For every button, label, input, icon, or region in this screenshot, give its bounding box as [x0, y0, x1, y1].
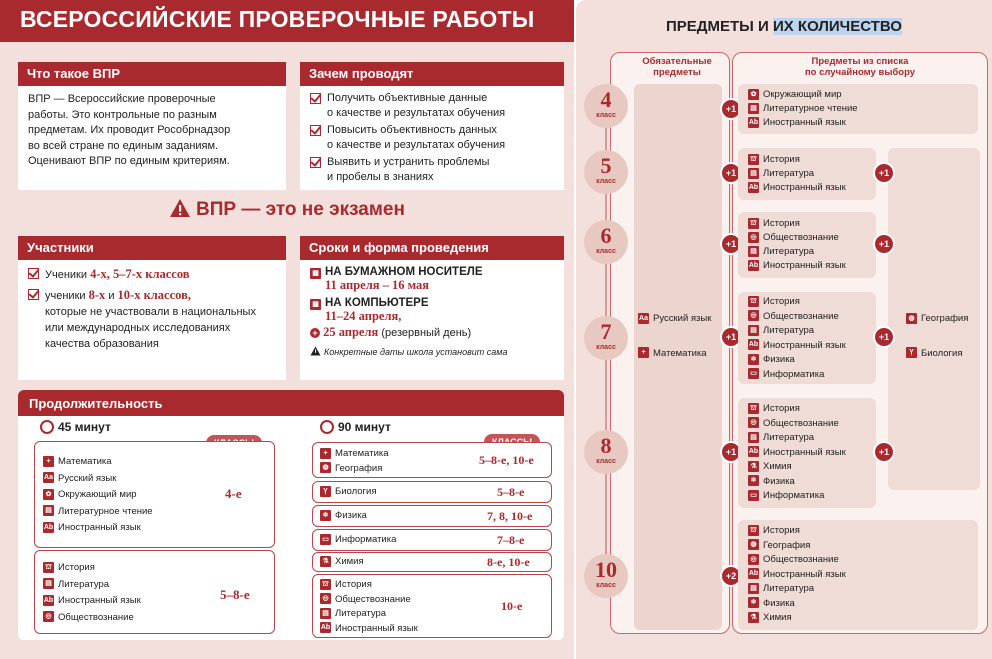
subject-name: Иностранный язык — [763, 568, 846, 580]
society-icon: ◎ — [748, 232, 759, 243]
physics-icon: ⚛ — [320, 510, 331, 521]
grade-number: 6 — [600, 223, 612, 248]
subject-name: Информатика — [763, 490, 825, 501]
subject-item — [748, 524, 846, 539]
pc-label: НА КОМПЬЮТЕРЕ — [325, 297, 429, 309]
subject-name: Физика — [763, 475, 795, 487]
row-grades: 7, 8, 10-е — [487, 509, 533, 523]
foreign-language-icon: Ab — [748, 183, 759, 191]
why-heading: Зачем проводят — [300, 62, 564, 86]
participants-prefix: Ученики — [45, 269, 88, 281]
subject-name: Обществознание — [763, 310, 839, 322]
calendar-icon: ▦ — [310, 299, 321, 310]
foreign-language-icon: Ab — [748, 448, 759, 456]
physics-icon: ⚛ — [748, 354, 759, 365]
subject-name: Химия — [763, 612, 792, 623]
subject-item — [43, 472, 153, 487]
participants-text: качества образования — [45, 338, 159, 350]
subject-name: Биология — [335, 486, 377, 497]
foreign-language-icon: Ab — [748, 341, 759, 349]
optional-header-a: Предметы из списка — [811, 56, 909, 67]
geography-icon: ◍ — [748, 539, 759, 550]
subject-item — [748, 102, 858, 116]
right-time — [320, 420, 391, 434]
subject-item — [748, 597, 846, 612]
paper-label: НА БУМАЖНОМ НОСИТЕЛЕ — [325, 266, 483, 278]
calendar-icon: ▦ — [310, 268, 321, 279]
checkbox-icon — [28, 268, 39, 279]
society-icon: ◎ — [748, 417, 759, 428]
reserve-note: (резервный день) — [381, 327, 472, 339]
plus-badge: +1 — [873, 233, 895, 255]
left-time-label: 45 минут — [58, 420, 111, 434]
left-group-1 — [34, 441, 275, 548]
right-title-b: ИХ КОЛИЧЕСТВО — [772, 18, 902, 35]
not-exam-banner — [0, 198, 574, 228]
subject-item — [43, 488, 153, 503]
subject-item — [43, 594, 141, 609]
plus-badge: +1 — [720, 326, 742, 348]
row-grades: 8-е, 10-е — [487, 555, 530, 569]
what-line: во всей стране по единым заданиям. — [28, 139, 219, 152]
what-line: предметам. Их проводит Рособрнадзор — [28, 124, 231, 136]
optional-header — [760, 56, 960, 78]
subject-name: Обществознание — [763, 554, 839, 565]
subject-item — [43, 561, 141, 576]
book-icon: ▤ — [748, 583, 759, 594]
subject-name: Химия — [763, 461, 792, 472]
subject-item — [906, 347, 968, 362]
warning-icon — [169, 198, 191, 218]
subject-item — [748, 489, 846, 504]
subject-name: Окружающий мир — [58, 489, 137, 500]
plus-badge: +1 — [873, 326, 895, 348]
what-heading: Что такое ВПР — [18, 62, 286, 86]
subject-item — [748, 339, 846, 354]
why-item — [310, 123, 554, 153]
why-text: о качестве и результатах обучения — [327, 139, 506, 151]
schedule-panel — [300, 236, 564, 380]
paper-dates: 11 апреля – 16 мая — [325, 278, 430, 292]
plus-badge: +1 — [720, 98, 742, 120]
subject-item — [43, 611, 141, 626]
why-item — [310, 91, 554, 121]
history-icon: ⛫ — [320, 579, 331, 590]
checkbox-icon — [310, 157, 321, 168]
subject-name: География — [335, 462, 383, 474]
subject-item — [748, 446, 846, 461]
society-icon: ◎ — [748, 554, 759, 565]
subject-name: История — [763, 403, 800, 414]
foreign-language-icon: Ab — [43, 523, 54, 531]
subject-item — [320, 578, 418, 593]
schedule-heading: Сроки и форма проведения — [300, 236, 564, 260]
subject-name: Литературное чтение — [763, 103, 858, 114]
pc-dates: 11–24 апреля, — [325, 309, 402, 323]
right-row-5 — [312, 552, 552, 572]
row-grades: 5–8-е — [497, 485, 525, 499]
subject-item — [748, 402, 846, 417]
subject-item — [748, 475, 846, 490]
history-icon: ⛫ — [748, 403, 759, 414]
what-line: ВПР — Всероссийские проверочные — [28, 93, 216, 105]
subject-name: Математика — [335, 448, 389, 459]
subject-item — [748, 116, 858, 130]
subject-item — [638, 312, 711, 327]
informatics-icon: ▭ — [748, 368, 759, 379]
grade-5-subjects — [738, 148, 876, 200]
history-icon: ⛫ — [43, 562, 54, 573]
subject-item — [320, 622, 418, 637]
chemistry-icon: ⚗ — [320, 556, 331, 567]
what-line: работы. Это контрольные по разным — [28, 108, 217, 121]
subject-item — [748, 231, 846, 245]
optional-header-b: по случайному выбору — [804, 67, 916, 78]
subject-name: Русский язык — [58, 472, 117, 484]
book-icon: ▤ — [748, 168, 759, 179]
subject-name: География — [921, 313, 969, 324]
subject-item — [43, 521, 153, 536]
book-icon: ▤ — [748, 325, 759, 336]
right-title — [576, 18, 992, 35]
subject-name: Обществознание — [763, 232, 839, 243]
subject-name: Литература — [763, 168, 815, 179]
participants-text: которые не участвовали в национальных — [45, 306, 256, 318]
subject-name: История — [763, 296, 800, 307]
subject-item — [320, 593, 418, 608]
russian-language-icon: Аа — [43, 474, 54, 482]
subject-item — [320, 462, 389, 477]
grade-word: класс — [596, 582, 616, 589]
grade-circle-5 — [584, 150, 628, 194]
subject-item — [43, 578, 141, 593]
subject-name: История — [58, 562, 95, 573]
society-icon: ◎ — [43, 611, 54, 622]
foreign-language-icon: Ab — [320, 624, 331, 632]
plus-badge: +1 — [873, 441, 895, 463]
left-time — [40, 420, 111, 434]
why-item — [310, 155, 554, 185]
subject-item — [748, 431, 846, 446]
grade-4-subjects — [738, 84, 978, 134]
subject-name: Иностранный язык — [58, 522, 141, 533]
participants-text: или международных исследованиях — [45, 322, 231, 334]
book-icon: ▤ — [43, 578, 54, 589]
subject-name: История — [763, 154, 800, 165]
grade-10-subjects — [738, 520, 978, 630]
world-icon: ✿ — [748, 89, 759, 100]
subject-item — [748, 259, 846, 273]
society-icon: ◎ — [320, 593, 331, 604]
participants-grades: 4-х, 5–7-х классов — [90, 267, 190, 281]
participants-grades: 8-х — [88, 288, 106, 302]
subject-name: Обществознание — [335, 593, 411, 605]
right-row-3 — [312, 505, 552, 527]
grade-number: 4 — [600, 87, 612, 112]
subject-name: Литература — [763, 325, 815, 336]
subject-item — [748, 181, 846, 195]
group-grades: 4-е — [225, 486, 242, 501]
math-icon: + — [43, 456, 54, 467]
subject-item — [906, 312, 968, 327]
math-icon: + — [638, 347, 649, 358]
grade-number: 7 — [600, 319, 612, 344]
subject-name: Математика — [58, 456, 112, 467]
not-exam-text: ВПР — это не экзамен — [196, 199, 405, 220]
participants-heading: Участники — [18, 236, 286, 260]
extra-list — [906, 312, 968, 361]
subject-name: Русский язык — [653, 313, 712, 324]
grade-word: класс — [596, 458, 616, 465]
chemistry-icon: ⚗ — [748, 612, 759, 623]
book-icon: ▤ — [748, 246, 759, 257]
what-panel — [18, 62, 286, 190]
grade-7-subjects — [738, 292, 876, 384]
subject-item — [748, 460, 846, 475]
grade-circle-6 — [584, 220, 628, 264]
why-panel — [300, 62, 564, 190]
participants-item-2 — [28, 287, 276, 352]
subject-name: История — [335, 579, 372, 590]
subject-item — [748, 553, 846, 568]
plus-badge: +2 — [720, 565, 742, 587]
why-text: о качестве и результатах обучения — [327, 107, 506, 119]
row-grades: 7–8-е — [497, 533, 525, 547]
subject-name: Иностранный язык — [763, 182, 846, 193]
clock-icon — [40, 420, 54, 434]
subject-name: Обществознание — [763, 417, 839, 429]
grade-number: 10 — [595, 557, 617, 582]
foreign-language-icon: Ab — [748, 570, 759, 578]
grade-8-subjects — [738, 398, 876, 508]
subject-item — [748, 310, 846, 325]
plus-badge: +1 — [720, 441, 742, 463]
checkbox-icon — [28, 289, 39, 300]
right-title-a: ПРЕДМЕТЫ И — [666, 18, 773, 35]
history-icon: ⛫ — [748, 296, 759, 307]
duration-heading: Продолжительность — [18, 390, 564, 416]
physics-icon: ⚛ — [748, 597, 759, 608]
mandatory-header: Обязательные предметы — [642, 56, 712, 78]
subject-item — [638, 347, 711, 362]
subject-name: Литература — [763, 246, 815, 257]
why-text: Получить объективные данные — [327, 92, 488, 104]
plus-badge: +1 — [720, 162, 742, 184]
subject-name: Биология — [921, 347, 963, 359]
why-text: и пробелы в знаниях — [327, 171, 434, 183]
subject-name: Физика — [763, 597, 795, 609]
subject-name: Физика — [335, 510, 367, 521]
subject-name: Иностранный язык — [763, 117, 846, 128]
reserve-date: 25 апреля — [323, 325, 379, 339]
subject-name: Иностранный язык — [763, 446, 846, 458]
right-time-label: 90 минут — [338, 420, 391, 434]
subject-name: Литературное чтение — [58, 505, 153, 517]
subject-item — [748, 568, 846, 583]
foreign-language-icon: Ab — [748, 118, 759, 126]
math-icon: + — [320, 448, 331, 459]
subject-name: Информатика — [335, 534, 397, 545]
geography-icon: ◍ — [320, 462, 331, 473]
grade-6-subjects — [738, 212, 876, 278]
schedule-footnote: Конкретные даты школа установит сама — [324, 347, 508, 357]
plus-badge: +1 — [720, 233, 742, 255]
foreign-language-icon: Ab — [43, 596, 54, 604]
subject-name: Обществознание — [58, 611, 134, 623]
subject-name: Литература — [763, 583, 815, 594]
main-title: ВСЕРОССИЙСКИЕ ПРОВЕРОЧНЫЕ РАБОТЫ — [20, 6, 535, 32]
row-grades: 10-е — [501, 599, 523, 613]
subject-name: Иностранный язык — [763, 260, 846, 271]
world-icon: ✿ — [43, 489, 54, 500]
subject-name: История — [763, 525, 800, 536]
subject-item — [748, 582, 846, 597]
history-icon: ⛫ — [748, 154, 759, 165]
left-group-2 — [34, 550, 275, 634]
book-icon: ▤ — [320, 608, 331, 619]
subject-item — [320, 607, 418, 622]
main-title-bar — [0, 0, 574, 42]
right-row-1 — [312, 442, 552, 478]
book-icon: ▤ — [748, 432, 759, 443]
russian-language-icon: Аа — [638, 314, 649, 322]
plus-circle-icon: + — [310, 328, 320, 338]
mandatory-list — [638, 312, 711, 361]
subject-item — [748, 353, 846, 368]
clock-icon — [320, 420, 334, 434]
checkbox-icon — [310, 93, 321, 104]
participants-panel — [18, 236, 286, 380]
why-text: Повысить объективность данных — [327, 124, 497, 136]
subject-item — [748, 368, 846, 383]
subject-item — [748, 611, 846, 626]
biology-icon: Ỵ — [320, 486, 331, 497]
subject-item — [748, 324, 846, 339]
right-row-6 — [312, 574, 552, 638]
geography-icon: ◍ — [906, 313, 917, 324]
subject-name: Химия — [335, 556, 364, 567]
group-grades: 5–8-е — [220, 587, 250, 602]
physics-icon: ⚛ — [748, 475, 759, 486]
subject-item — [748, 167, 846, 181]
book-icon: ▤ — [43, 505, 54, 516]
history-icon: ⛫ — [748, 218, 759, 229]
participants-item-1 — [28, 266, 276, 283]
grade-number: 5 — [600, 153, 612, 178]
subject-item — [748, 417, 846, 432]
subject-name: Математика — [653, 347, 707, 359]
informatics-icon: ▭ — [320, 534, 331, 545]
what-line: Оценивают ВПР по единым критериям. — [28, 155, 230, 167]
subject-item — [748, 245, 846, 259]
right-row-4 — [312, 529, 552, 551]
row-grades: 5–8-е, 10-е — [479, 453, 534, 467]
subject-name: Литература — [58, 578, 110, 590]
book-icon: ▤ — [748, 103, 759, 114]
subject-item — [43, 455, 153, 470]
subject-name: Иностранный язык — [58, 595, 141, 606]
subject-name: Литература — [335, 608, 387, 619]
grade-circle-4 — [584, 84, 628, 128]
subject-item — [748, 539, 846, 554]
subject-name: Информатика — [763, 368, 825, 380]
subject-item — [748, 88, 858, 102]
participants-grades: 10-х классов, — [117, 288, 191, 302]
subject-name: Иностранный язык — [763, 339, 846, 351]
warning-icon — [310, 346, 321, 356]
grade-word: класс — [596, 178, 616, 185]
participants-and: и — [108, 290, 115, 302]
checkbox-icon — [310, 125, 321, 136]
grade-circle-7 — [584, 316, 628, 360]
subject-item — [748, 153, 846, 167]
subject-item — [320, 447, 389, 462]
subject-name: Окружающий мир — [763, 89, 842, 100]
grade-word: класс — [596, 344, 616, 351]
grade-circle-8 — [584, 430, 628, 474]
participants-prefix: ученики — [45, 290, 86, 302]
society-icon: ◎ — [748, 310, 759, 321]
subject-name: История — [763, 218, 800, 229]
history-icon: ⛫ — [748, 525, 759, 536]
subject-name: Физика — [763, 354, 795, 365]
grade-circle-10 — [584, 554, 628, 598]
grade-number: 8 — [600, 433, 612, 458]
subject-name: Литература — [763, 432, 815, 443]
right-row-2 — [312, 481, 552, 503]
chemistry-icon: ⚗ — [748, 461, 759, 472]
subject-item — [748, 295, 846, 310]
grade-word: класс — [596, 112, 616, 119]
subject-name: География — [763, 539, 811, 551]
biology-icon: Ỵ — [906, 347, 917, 358]
subject-name: Иностранный язык — [335, 622, 418, 634]
grade-word: класс — [596, 248, 616, 255]
plus-badge: +1 — [873, 162, 895, 184]
subject-item — [43, 505, 153, 520]
foreign-language-icon: Ab — [748, 261, 759, 269]
why-text: Выявить и устранить проблемы — [327, 156, 490, 168]
subject-item — [748, 217, 846, 231]
informatics-icon: ▭ — [748, 490, 759, 501]
